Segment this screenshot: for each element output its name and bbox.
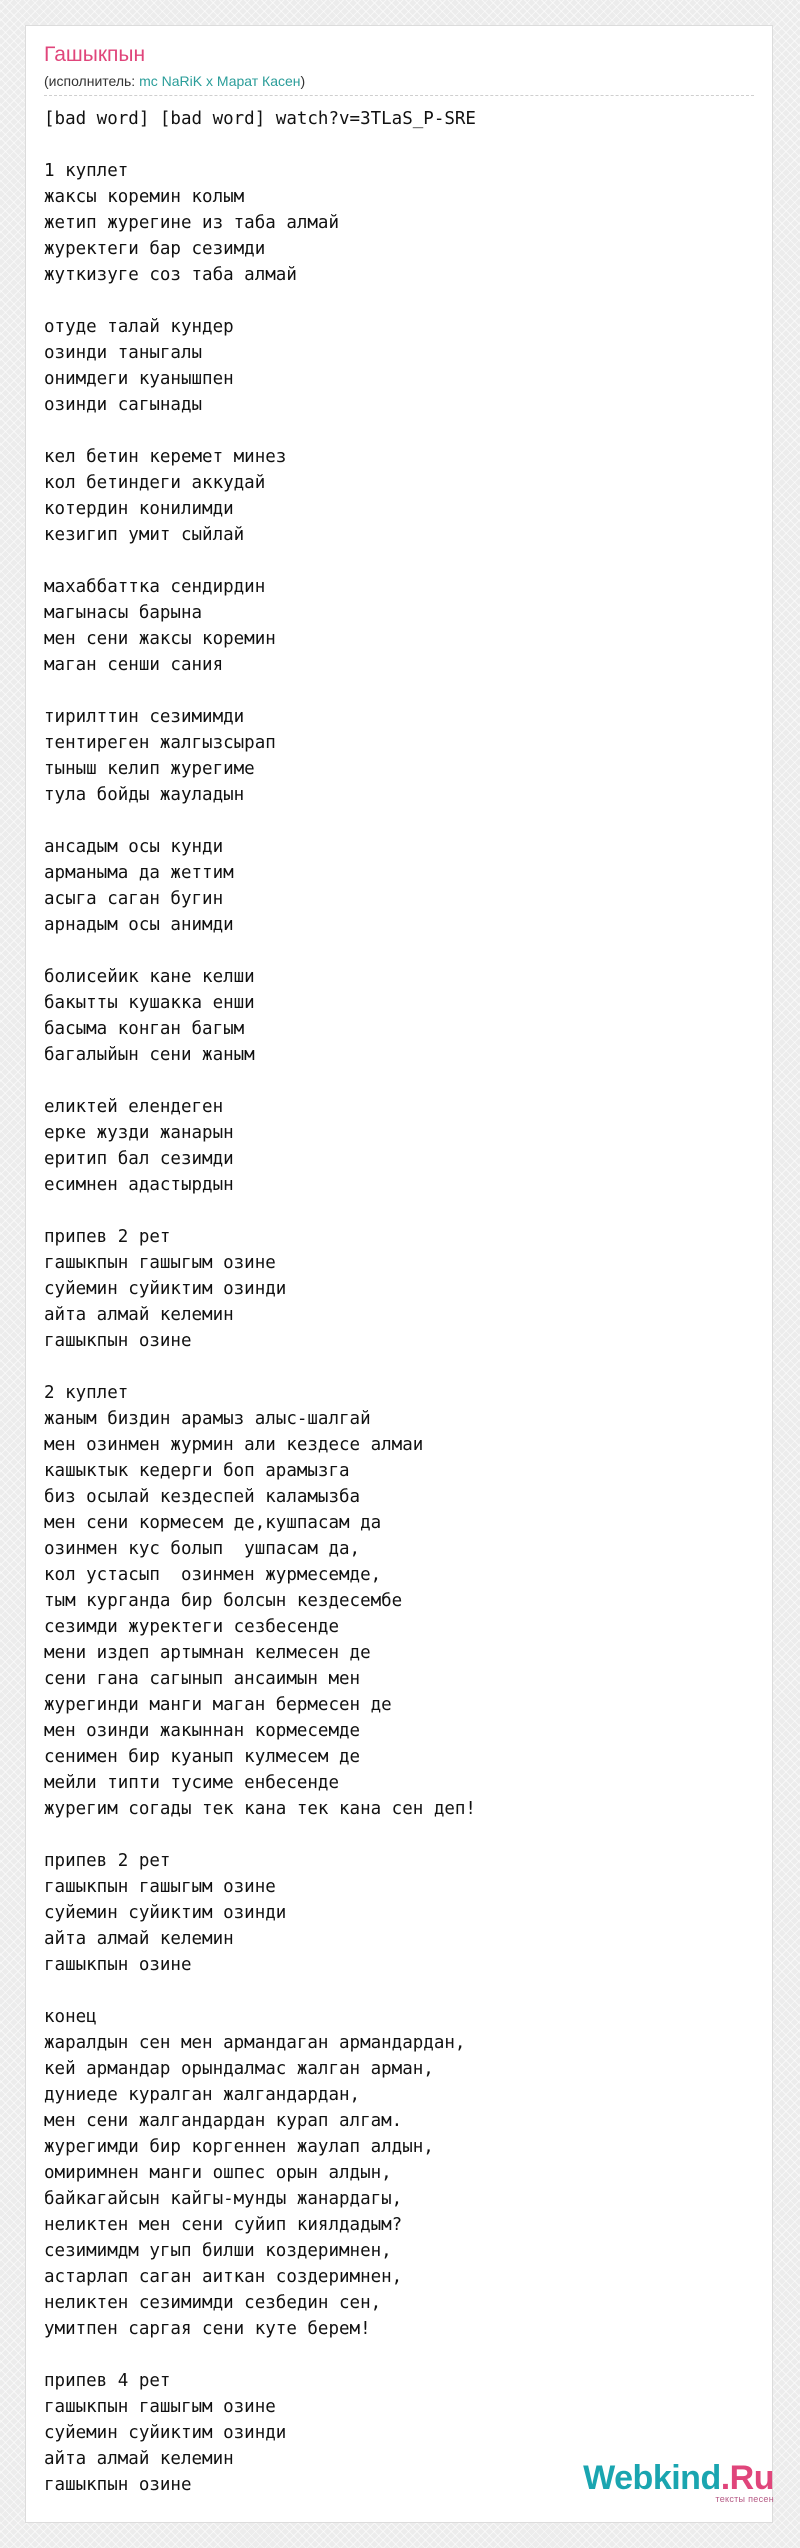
logo-tagline: тексты песен (715, 2494, 774, 2504)
site-logo[interactable] (583, 2460, 774, 2505)
lyrics-text: [bad word] [bad word] watch?v=3TLaS_P-SRE 1 куплет жаксы коремин колым жетип журегине из таба алмай журектеги бар сезимди жуткизуге соз таба алмай отуде талай кундер озинди таныгалы онимдеги куанышпен озинди сагынады кел бетин керемет минез кол бетиндеги аккудай котердин конилимди кезигип умит сыйлай махаббаттка сендирдин магынасы барына мен сени жаксы коремин маган сенши сания тирилттин сезимимди тентиреген жалгызсырап тыныш келип журегиме тула бойды жауладын ансадым осы кунди арманыма да жеттим асыга саган бугин арнадым осы анимди болисейик кане келши бакытты кушакка енши басыма конган багым багалыйын сени жаным еликтей елендеген ерке жузди жанарын еритип бал сезимди есимнен адастырдын припев 2 рет гашыкпын гашыгым озине суйемин суйиктим озинди айта алмай келемин гашыкпын озине 2 куплет жаным биздин арамыз алыс-шалгай мен озинмен журмин али кездесе алмаи кашыктык кедерги боп арамызга биз осылай кездеспей каламызба мен сени кормесем де,кушпасам да озинмен кус болып ушпасам да, кол устасып озинмен журмесемде, тым курганда бир болсын кездесембе сезимди журектеги сезбесенде мени издеп артымнан келмесен де сени гана сагынып ансаимын мен журегинди манги маган бермесен де мен озинди жакыннан кормесемде сенимен бир куанып кулмесем де мейли типти тусиме енбесенде журегим согады тек кана тек кана сен деп! припев 2 рет гашыкпын гашыгым озине суйемин суйиктим озинди айта алмай келемин гашыкпын озине конец жаралдын сен мен армандаган армандардан, кей армандар орындалмас жалган арман, дуниеде куралган жалгандардан, мен сени жалгандардан курап алгам. журегимди бир коргеннен жаулап алдын, омиримнен манги ошпес орын алдын, байкагайсын кайгы-мунды жанардагы, неликтен мен сени суйип киялдадым? сезимимдм угып билши коздеримнен, астарлап саган аиткан создеримнен, неликтен сезимимди сезбедин сен, умитпен саргая сени куте берем! припев 4 рет гашыкпын гашыгым озине суйемин суйиктим озинди айта алмай келемин гашыкпын озине (44, 109, 476, 2495)
artist-link[interactable]: mc NaRiK x Марат Касен (139, 73, 301, 89)
logo-wordmark (583, 2460, 774, 2496)
song-title: Гашыкпын (44, 43, 146, 66)
artist-suffix: ) (300, 73, 306, 89)
lyrics-card (25, 25, 773, 2523)
header-separator (44, 95, 754, 96)
artist-prefix: (исполнитель: (44, 73, 140, 89)
artist-line (44, 72, 305, 90)
logo-tld: .Ru (720, 2459, 774, 2497)
logo-name: Webkind (583, 2459, 721, 2497)
